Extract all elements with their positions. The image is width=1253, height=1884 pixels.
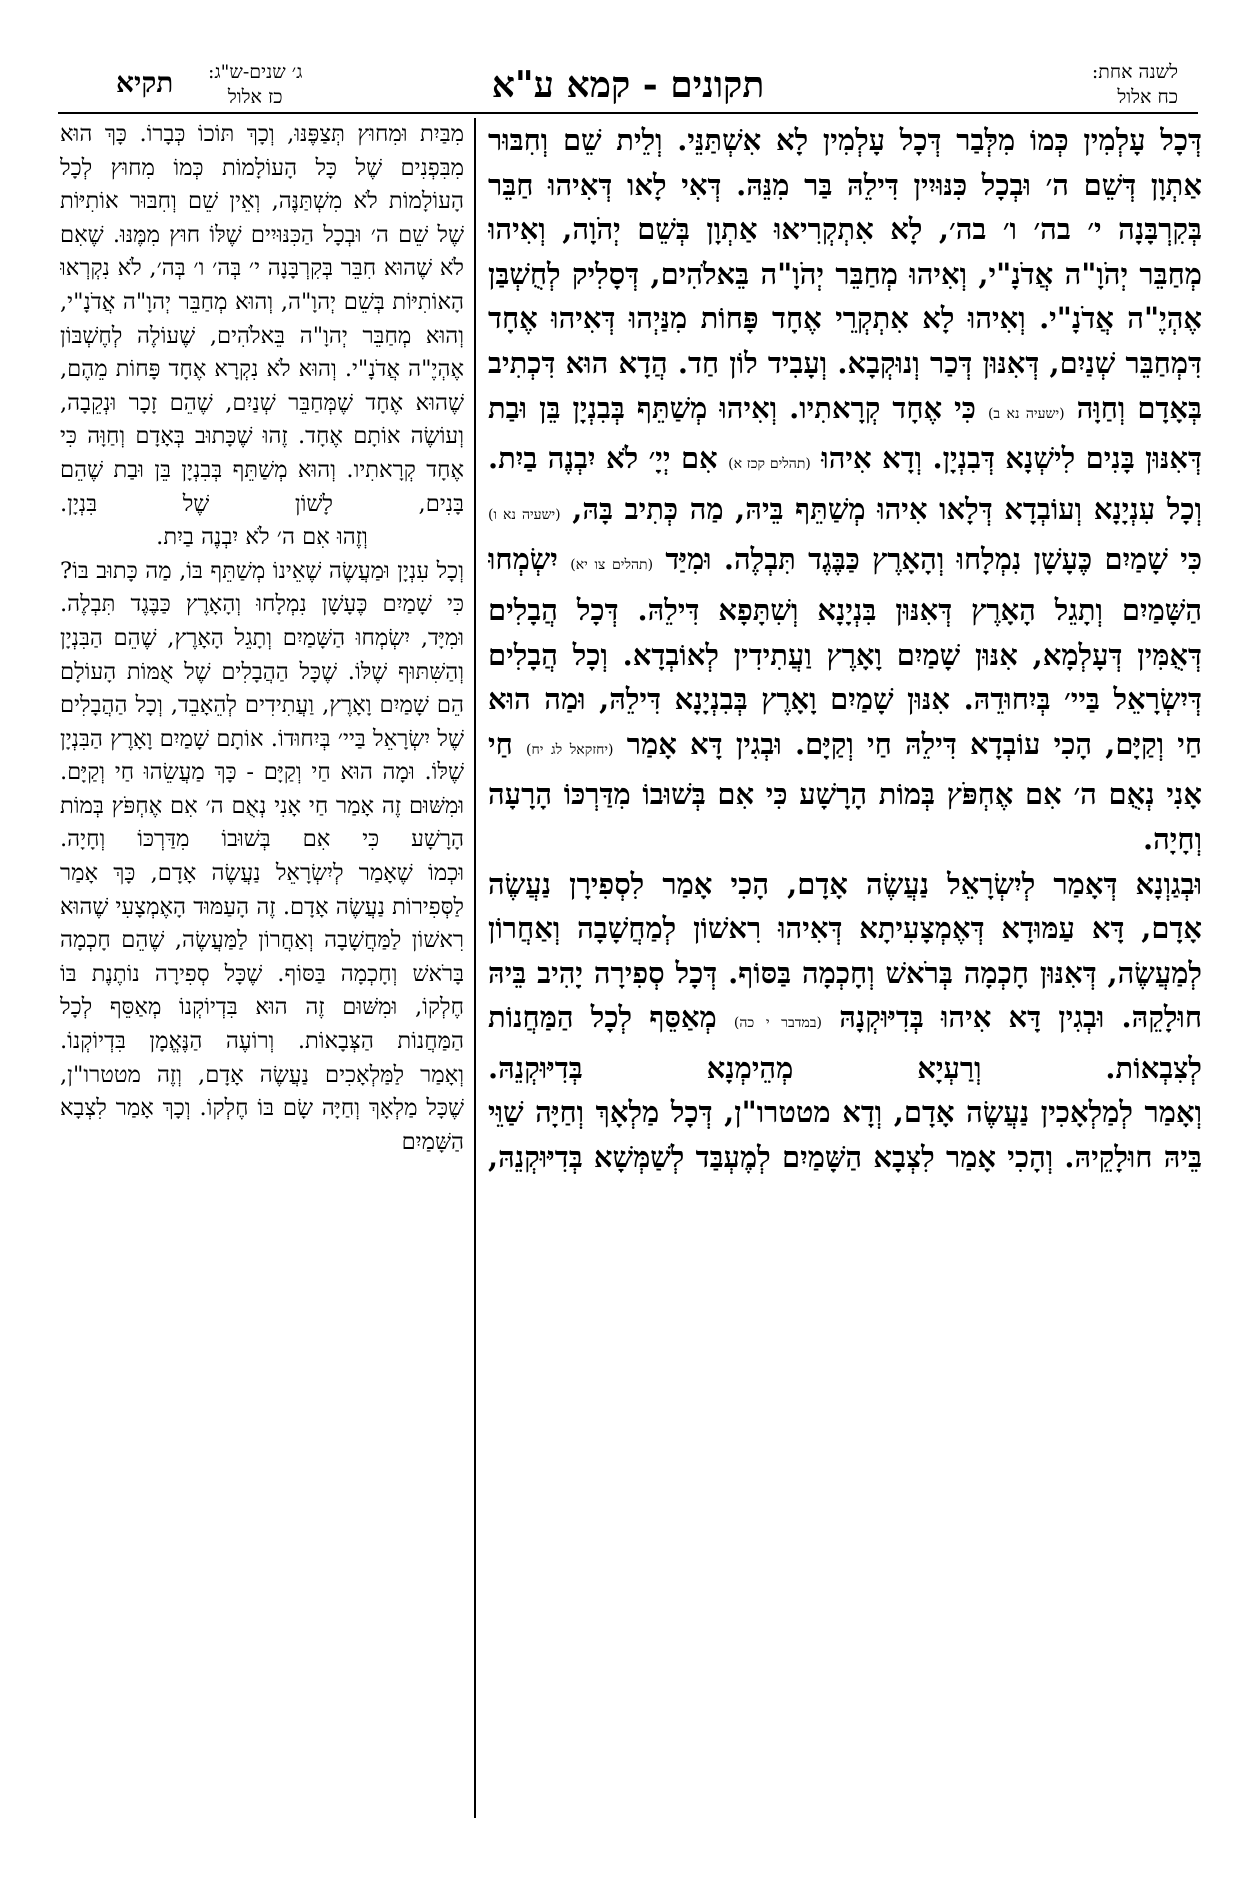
- header-left-date: [208, 60, 302, 110]
- translation-paragraph-1b: [60, 521, 464, 555]
- page-header: [58, 58, 1198, 112]
- verse-reference: (תהלים קכז א): [728, 456, 811, 473]
- translation-column: [60, 118, 464, 1828]
- header-divider: [58, 112, 1198, 114]
- column-divider: [474, 118, 476, 1818]
- header-right-line1: לשנה אחת:: [1091, 61, 1178, 83]
- main-text-segment: וּבְגַוְנָא דְּאָמַר לְיִשְׂרָאֵל נַעֲשֶׂה אָדָם, הָכִי אָמַר לִסְפִירָן נַעֲשֶׂה אָדָם, דָּא עַמּוּדָא דְּאֶמְצָעִיתָא דְּאִיהוּ רִאשׁוֹן לְמַחֲשָׁבָה וְאַחֲרוֹן לְמַעֲשֶׂה, דְּאִנּוּן חָכְמָה בְּרֹאשׁ וְחָכְמָה בַּסּוֹף. דְּכָל סְפִירָה יָהִיב בֵּיהּ חוּלָקֵהּ. וּבְגִין דָּא אִיהוּ בְּדִיּוּקְנָהּ: [488, 866, 1202, 1035]
- verse-reference: (ישעיה נא ו): [488, 506, 561, 523]
- verse-reference: (תהלים צו יא): [570, 557, 654, 574]
- main-text-segment: אִם יְיָ׳ לֹא יִבְנֶה בַיִת.: [488, 441, 718, 476]
- main-paragraph-4: [488, 1090, 1202, 1179]
- header-left-line2: כז אלול: [227, 86, 283, 108]
- main-paragraph-2: [488, 487, 1202, 862]
- main-text-segment: דְּכָל עָלְמִין כְּמוֹ מִלְּבַר דְּכָל עָלְמִין לָא אִשְׁתַּנֵּי. וְלֵית שֵׁם וְחִבּוּר אַתְוָן דְּשֵׁם ה׳ וּבְכָל כִּנּוּיִין דִּילֵהּ בַּר מִנֵּהּ. דְּאִי לָאו דְּאִיהוּ חַבֵּר בְּקִרְבָּנָה י׳ בה׳ ו׳ בה׳, לָא אִתְקְרִיאוּ אַתְוָן בְּשֵׁם יְהֹוָה, וְאִיהוּ מְחַבֵּר יְהֹוָ"ה אֲדֹנָ"י, וְאִיהוּ מְחַבֵּר יְהֹוָ"ה בֵּאלֹהִים, דְּסָלִיק לְחֻשְׁבַּן אֶהְיֶ"ה אֲדֹנָ"י. וְאִיהוּ לָא אִתְקְרֵי אֶחָד פָּחוֹת מִנַּיְהוּ דְּאִיהוּ אֶחָד דִּמְחַבֵּר שְׁנַיִם, דְּאִנּוּן דְּכַר וְנוּקְבָא. וְעָבִיד לוֹן חַד. הֲדָא הוּא דִּכְתִיב בְּאָדָם וְחַוָּה: [488, 123, 1202, 425]
- verse-reference: (יחזקאל לג יח): [526, 741, 614, 758]
- main-paragraph-1: [488, 118, 1202, 487]
- main-text-segment: וְכָל עִנְיָנָא וְעוֹבְדָא דְּלָאו אִיהוּ מְשַׁתֵּף בֵּיהּ, מַה כְּתִיב בָּהּ,: [572, 491, 1202, 526]
- translation-paragraph-4: [60, 1059, 464, 1160]
- translation-text: וְכָל עִנְיָן וּמַעֲשֶׂה שֶׁאֵינוֹ מְשַׁתֵּף בּוֹ, מַה כָּתוּב בּוֹ? כִּי שָׁמַיִם כֶּעָשָׁן נִמְלָחוּ וְהָאָרֶץ כַּבֶּגֶד תִּבְלֶה. וּמִיָּד, יִשְׂמְחוּ הַשָּׁמַיִם וְתָגֵל הָאָרֶץ, שֶׁהֵם הַבִּנְיָן וְהַשִּׁתּוּף שֶׁלּוֹ. שֶׁכָּל הַהֲבָלִים שֶׁל אֻמּוֹת הָעוֹלָם הֵם שָׁמַיִם וָאָרֶץ, וַעֲתִידִים לְהֵאָבֵד, וְכָל הַהֲבָלִים שֶׁל יִשְׂרָאֵל בַּיי׳ בְּיִחוּדוֹ. אוֹתָם שָׁמַיִם וָאָרֶץ הַבִּנְיָן שֶׁלּוֹ. וּמָה הוּא חַי וְקַיָּם - כָּךְ מַעֲשֵׂהוּ חַי וְקַיָּם. וּמִשּׁוּם זֶה אָמַר חַי אָנִי נְאֻם ה׳ אִם אֶחְפֹּץ בְּמוֹת הָרָשָׁע כִּי אִם בְּשׁוּבוֹ מִדַּרְכּוֹ וְחָיָה.: [60, 557, 464, 853]
- page-number: תקיא: [116, 66, 174, 99]
- main-text-segment: חַי אָנִי נְאֻם ה׳ אִם אֶחְפֹּץ בְּמוֹת הָרָשָׁע כִּי אִם בְּשׁוּבוֹ מִדַּרְכּוֹ הָרָעָה וְחָיָה.: [488, 726, 1202, 856]
- translation-paragraph-3: [60, 857, 464, 1059]
- main-text-column: [488, 118, 1202, 1828]
- main-text-segment: כִּי אֶחָד קְרָאתִיו. וְאִיהוּ מְשַׁתֵּף בְּבִנְיָן בֵּן וּבַת דְּאִנּוּן בָּנִים לִישְׁנָא דְּבִנְיָן. וְדָא אִיהוּ: [488, 390, 1202, 476]
- translation-text: וּכְמוֹ שֶׁאָמַר לְיִשְׂרָאֵל נַעֲשֶׂה אָדָם, כָּךְ אָמַר לַסְּפִירוֹת נַעֲשֶׂה אָדָם. זֶה הָעַמּוּד הָאֶמְצָעִי שֶׁהוּא רִאשׁוֹן לַמַּחֲשָׁבָה וְאַחֲרוֹן לַמַּעֲשֶׂה, שֶׁהֵם חָכְמָה בָּרֹאשׁ וְחָכְמָה בַּסּוֹף. שֶׁכָּל סְפִירָה נוֹתֶנֶת בּוֹ חֶלְקוֹ, וּמִשּׁוּם זֶה הוּא בִּדְיוֹקְנוֹ מְאַסֵּף לְכָל הַמַּחֲנוֹת הַצְּבָאוֹת. וְרוֹעֶה הַנֶּאֱמָן בִּדְיוֹקְנוֹ.: [60, 860, 464, 1055]
- header-left-line1: ג׳ שנים-ש"ג:: [208, 61, 303, 83]
- translation-text: מִבַּיִת וּמִחוּץ תְּצַפֶּנּוּ, וְכָךְ תּוֹכוֹ כְּבָרוֹ. כָּךְ הוּא מִבִּפְנִים שֶׁל כָּל הָעוֹלָמוֹת כְּמוֹ מִחוּץ לְכָל הָעוֹלָמוֹת לֹא מִשְׁתַּנֶּה, וְאֵין שֵׁם וְחִבּוּר אוֹתִיּוֹת שֶׁל שֵׁם ה׳ וּבְכָל הַכִּנּוּיִים שֶׁלּוֹ חוּץ מִמֶּנּוּ. שֶׁאִם לֹא שֶׁהוּא חִבֵּר בְּקִרְבָּנָה י׳ בְּה׳ ו׳ בְּה׳, לֹא נִקְרְאוּ הָאוֹתִיּוֹת בְּשֵׁם יְהוָ"ה, וְהוּא מְחַבֵּר יְהוָ"ה אֲדֹנָ"י, וְהוּא מְחַבֵּר יְהוָ"ה בֵּאלֹהִים, שֶׁעוֹלֶה לְחֶשְׁבּוֹן אֶהְיֶ"ה אֲדֹנָ"י. וְהוּא לֹא נִקְרָא אֶחָד פָּחוֹת מֵהֶם, שֶׁהוּא אֶחָד שֶׁמְּחַבֵּר שְׁנַיִם, שֶׁהֵם זָכָר וּנְקֵבָה, וְעוֹשֶׂה אוֹתָם אֶחָד. זֶהוּ שֶׁכָּתוּב בְּאָדָם וְחַוָּה כִּי אֶחָד קְרָאתִיו. וְהוּא מְשַׁתֵּף בְּבִנְיָן בֵּן וּבַת שֶׁהֵם בָּנִים, לָשׁוֹן שֶׁל בִּנְיָן.: [60, 121, 464, 517]
- header-right-line2: כח אלול: [1117, 86, 1178, 108]
- main-text-segment: כִּי שָׁמַיִם כֶּעָשָׁן נִמְלָחוּ וְהָאָרֶץ כַּבֶּגֶד תִּבְלֶה. וּמִיַּד: [665, 542, 1202, 577]
- main-text-segment: יִשְׂמְחוּ הַשָּׁמַיִם וְתָגֵל הָאָרֶץ דְּאִנּוּן בִּנְיָנָא וְשִׁתָּפָא דִּילֵהּ. דְּכָל הֲבָלִים דְּאֻמִּין דְּעָלְמָא, אִנּוּן שָׁמַיִם וָאָרֶץ וַעֲתִידִין לְאוֹבְדָא. וְכָל הֲבָלִים דְּיִשְׂרָאֵל בַּיי׳ בְּיִחוּדֵהּ. אִנּוּן שָׁמַיִם וָאָרֶץ בְּבִנְיָנָא דִּילֵהּ, וּמַה הוּא חַי וְקַיָּם, הָכִי עוֹבְדָא דִּילֵהּ חַי וְקַיָּם. וּבְגִין דָּא אָמַר: [488, 542, 1202, 761]
- translation-text: וְזֶהוּ אִם ה׳ לֹא יִבְנֶה בַיִת.: [156, 524, 368, 551]
- page-title: תקונים - קמא ע"א: [491, 64, 765, 106]
- translation-paragraph-1: [60, 118, 464, 521]
- translation-paragraph-2: [60, 555, 464, 857]
- main-text-segment: מְאַסֵּף לְכָל הַמַּחֲנוֹת לְצִבְאוֹת. וְרַעְיָא מְהֵימְנָא בְּדִיּוּקְנֵהּ.: [488, 1000, 1202, 1085]
- main-text-segment: וְאָמַר לְמַלְאָכִין נַעֲשֶׂה אָדָם, וְדָא מטטרו"ן, דְּכָל מַלְאָךְ וְחַיָּה שַׁוֵּי בֵּיהּ חוּלָקֵיהּ. וְהָכִי אָמַר לִצְבָא הַשָּׁמַיִם לְמֶעְבַּד לְשַׁמְּשָׁא בְּדִיּוּקְנֵהּ,: [488, 1095, 1202, 1175]
- translation-text: וְאָמַר לַמַּלְאָכִים נַעֲשֶׂה אָדָם, וְזֶה מטטרו"ן, שֶׁכָּל מַלְאָךְ וְחַיָּה שָׂם בּוֹ חֶלְקוֹ. וְכָךְ אָמַר לִצְבָא הַשָּׁמַיִם: [60, 1061, 464, 1155]
- verse-reference: (ישעיה נא ב): [987, 405, 1065, 422]
- verse-reference: (במדבר י כה): [733, 1015, 822, 1032]
- main-paragraph-3: [488, 862, 1202, 1091]
